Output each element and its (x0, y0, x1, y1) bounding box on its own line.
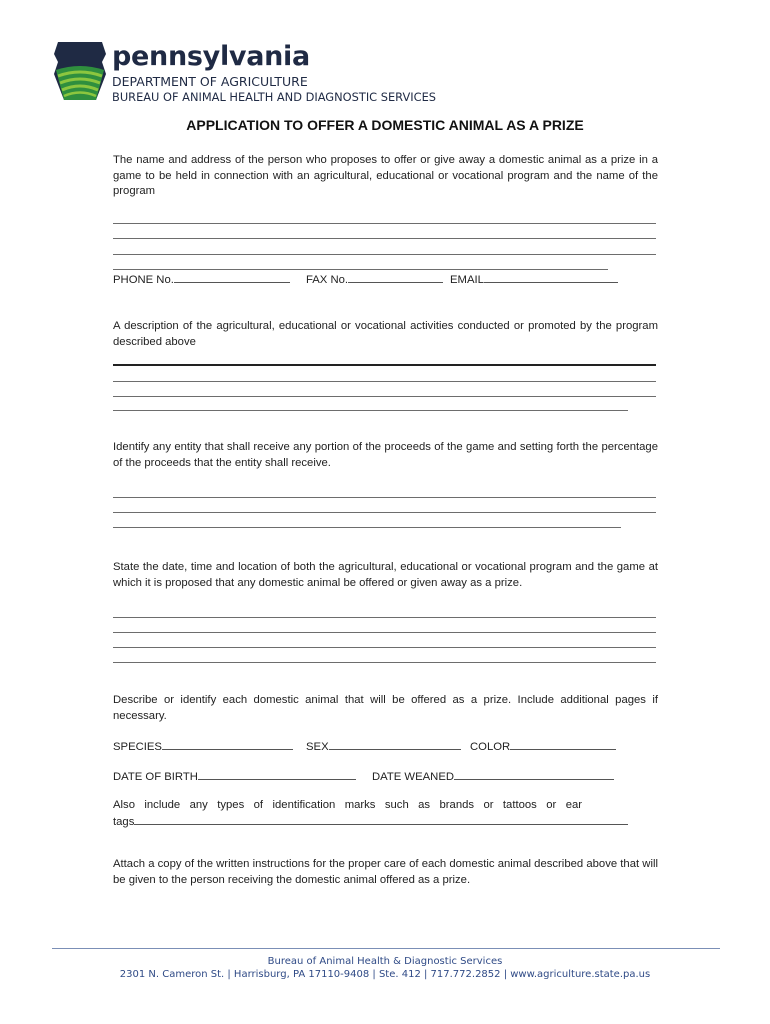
tags-label: tags (113, 816, 135, 828)
form-title: APPLICATION TO OFFER A DOMESTIC ANIMAL AS A PRIZE (186, 117, 584, 133)
answer-line[interactable] (113, 223, 656, 224)
phone-label: PHONE No. (113, 274, 174, 286)
answer-line[interactable] (113, 410, 628, 411)
phone-input-line[interactable] (174, 272, 290, 283)
answer-line[interactable] (113, 269, 608, 270)
answer-line[interactable] (113, 512, 656, 513)
sex-label: SEX (306, 741, 329, 753)
footer-divider (52, 948, 720, 949)
fax-input-line[interactable] (348, 272, 443, 283)
date-weaned-label: DATE WEANED (372, 771, 455, 783)
answer-line[interactable] (113, 527, 621, 528)
section-divider (113, 364, 656, 366)
color-input-line[interactable] (510, 739, 616, 750)
department-name: DEPARTMENT OF AGRICULTURE (112, 74, 308, 89)
brand-name: pennsylvania (112, 41, 310, 72)
answer-line[interactable] (113, 396, 656, 397)
footer-bureau: Bureau of Animal Health & Diagnostic Services (267, 956, 503, 967)
answer-line[interactable] (113, 632, 656, 633)
species-field[interactable] (113, 739, 293, 753)
fax-field[interactable] (306, 272, 443, 286)
footer-address: 2301 N. Cameron St. | Harrisburg, PA 17110-9408 | Ste. 412 | 717.772.2852 | www.agriculture.state.pa.us (119, 969, 651, 980)
section-5-instructions: Describe or identify each domestic animal that will be offered as a prize. Include additional pages if necessary. (113, 694, 658, 722)
email-field[interactable] (450, 272, 618, 286)
section-3-instructions: Identify any entity that shall receive any portion of the proceeds of the game and setting forth the percentage of the proceeds that the entity shall receive. (113, 441, 658, 469)
sex-input-line[interactable] (329, 739, 461, 750)
phone-field[interactable] (113, 272, 290, 286)
section-6-instructions: Attach a copy of the written instructions for the proper care of each domestic animal described above that will be given to the person receiving the domestic animal offered as a prize. (113, 858, 658, 886)
species-input-line[interactable] (162, 739, 293, 750)
section-1-instructions: The name and address of the person who proposes to offer or give away a domestic animal as a prize in a game to be held in connection with an agricultural, educational or vocational program and the name of the program (113, 154, 658, 197)
color-label: COLOR (470, 741, 511, 753)
sex-field[interactable] (306, 739, 461, 753)
color-field[interactable] (470, 739, 616, 753)
date-weaned-input-line[interactable] (454, 769, 614, 780)
answer-line[interactable] (113, 238, 656, 239)
answer-line[interactable] (113, 617, 656, 618)
date-of-birth-label: DATE OF BIRTH (113, 771, 198, 783)
tags-field[interactable] (113, 814, 628, 828)
answer-line[interactable] (113, 662, 656, 663)
answer-line[interactable] (113, 381, 656, 382)
email-label: EMAIL (450, 274, 484, 286)
section-2-instructions: A description of the agricultural, educational or vocational activities conducted or promoted by the program described above (113, 320, 658, 348)
answer-line[interactable] (113, 647, 656, 648)
date-of-birth-input-line[interactable] (198, 769, 356, 780)
tags-input-line[interactable] (134, 814, 628, 825)
bureau-name: BUREAU OF ANIMAL HEALTH AND DIAGNOSTIC SERVICES (112, 90, 436, 104)
fax-label: FAX No. (306, 274, 349, 286)
section-4-instructions: State the date, time and location of both the agricultural, educational or vocational program and the game at which it is proposed that any domestic animal be offered or given away as a prize. (113, 561, 658, 589)
species-label: SPECIES (113, 741, 162, 753)
answer-line[interactable] (113, 497, 656, 498)
identification-marks-instructions: Also include any types of identification marks such as brands or tattoos or ear (113, 799, 583, 811)
keystone-logo-icon (52, 40, 108, 102)
email-input-line[interactable] (484, 272, 618, 283)
brand-block (112, 42, 436, 104)
date-weaned-field[interactable] (372, 769, 614, 783)
date-of-birth-field[interactable] (113, 769, 356, 783)
answer-line[interactable] (113, 254, 656, 255)
